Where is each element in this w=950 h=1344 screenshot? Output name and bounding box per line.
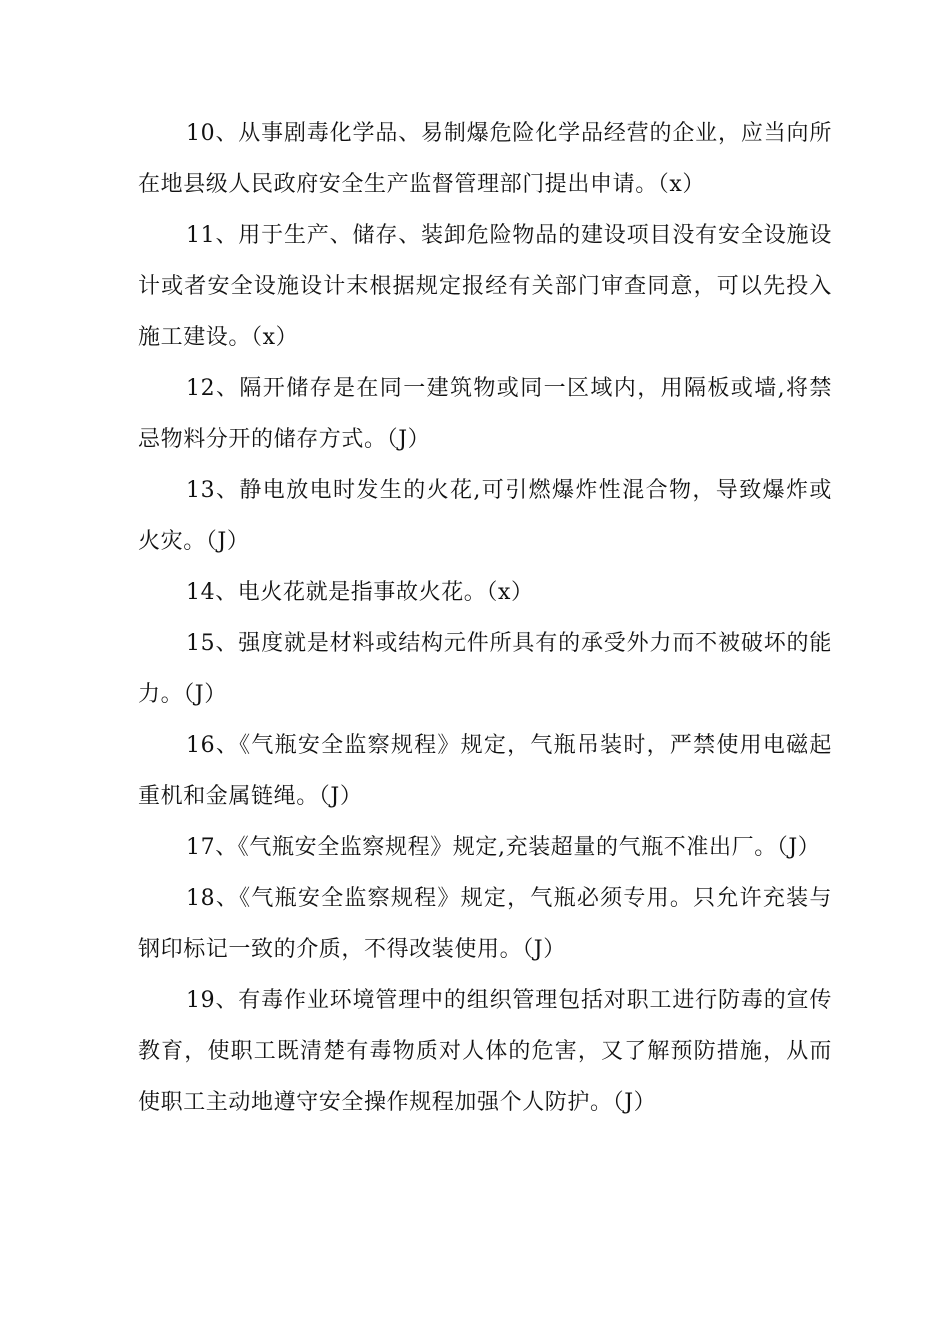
- question-item-13: 13、静电放电时发生的火花,可引燃爆炸性混合物，导致爆炸或火灾。（J）: [138, 478, 832, 554]
- question-item-16: 16、《气瓶安全监察规程》规定，气瓶吊装时，严禁使用电磁起重机和金属链绳。（J）: [138, 733, 832, 809]
- question-item-10: 10、从事剧毒化学品、易制爆危险化学品经营的企业，应当向所在地县级人民政府安全生产监督管理部门提出申请。（x）: [138, 121, 832, 197]
- question-item-18: 18、《气瓶安全监察规程》规定，气瓶必须专用。只允许充装与钢印标记一致的介质，不得改装使用。（J）: [138, 886, 832, 962]
- question-item-15: 15、强度就是材料或结构元件所具有的承受外力而不被破坏的能力。（J）: [138, 631, 832, 707]
- question-item-14: 14、电火花就是指事故火花。（x）: [186, 580, 534, 605]
- question-item-12: 12、隔开储存是在同一建筑物或同一区域内，用隔板或墙,将禁忌物料分开的储存方式。（J）: [138, 376, 832, 452]
- question-item-17: 17、《气瓶安全监察规程》规定,充装超量的气瓶不准出厂。（J）: [186, 835, 821, 860]
- question-item-19: 19、有毒作业环境管理中的组织管理包括对职工进行防毒的宣传教育，使职工既清楚有毒物质对人体的危害，又了解预防措施，从而使职工主动地遵守安全操作规程加强个人防护。（J）: [138, 988, 832, 1115]
- document-body: [138, 108, 832, 1128]
- question-item-11: 11、用于生产、储存、装卸危险物品的建设项目没有安全设施设计或者安全设施设计末根据规定报经有关部门审查同意，可以先投入施工建设。（x）: [138, 223, 832, 350]
